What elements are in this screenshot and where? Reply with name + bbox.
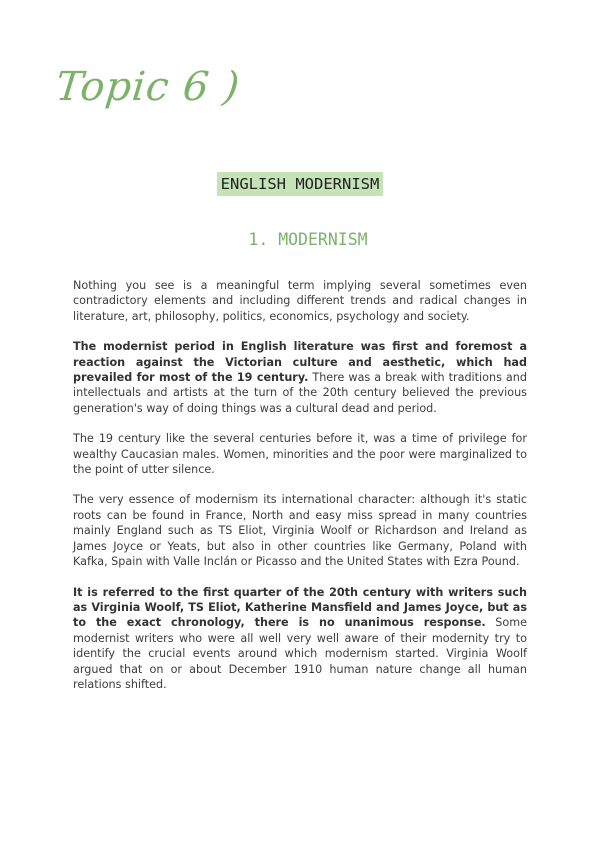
paragraph-text: The very essence of modernism its international character: although it's static roots can be found in France, North and easy miss spread in many countries mainly England such as TS Eliot, Virginia Woolf or Richardson and Ireland as James Joyce or Yeats, but also in other countries like Germany, Poland with Kafka, Spain with Valle Inclán or Picasso and the United States with Ezra Pound.	[73, 493, 527, 569]
paragraph-text: Nothing you see is a meaningful term implying several sometimes even contradictory elements and including different trends and radical changes in literature, art, philosophy, politics, economics, psychology and society.	[73, 279, 527, 323]
paragraph-4	[73, 492, 527, 569]
paragraph-text: There was a break with traditions and intellectuals and artists at the turn of the 20th century believed the previous generation's way of doing things was a cultural dead and period.	[73, 371, 527, 415]
paragraph-2	[73, 339, 527, 416]
paragraph-1	[73, 278, 527, 324]
section-title: 1. MODERNISM	[248, 230, 368, 249]
topic-heading: Topic 6 )	[53, 64, 243, 110]
main-title: ENGLISH MODERNISM	[217, 172, 384, 196]
paragraph-3	[73, 431, 527, 477]
paragraph-bold: The modernist period in English literature was first and foremost a reaction against the Victorian culture and aesthetic, which had prevailed for most of the 19 century.	[73, 340, 527, 385]
paragraph-text: Some modernist writers who were all well very well aware of their modernity try to identify the crucial events around which modernism started. Virginia Woolf argued that on or about December 1910 human nature change all human relations shifted.	[73, 616, 527, 691]
body-text	[73, 278, 527, 707]
paragraph-text: The 19 century like the several centuries before it, was a time of privilege for wealthy Caucasian males. Women, minorities and the poor were marginalized to the point of utter silence.	[73, 432, 527, 477]
paragraph-bold: It is referred to the first quarter of the 20th century with writers such as Virginia Woolf, TS Eliot, Katherine Mansfield and James Joyce, but as to the exact chronology, there is no unanimous response.	[73, 585, 527, 630]
main-title-container	[0, 172, 600, 196]
paragraph-5	[73, 585, 527, 693]
